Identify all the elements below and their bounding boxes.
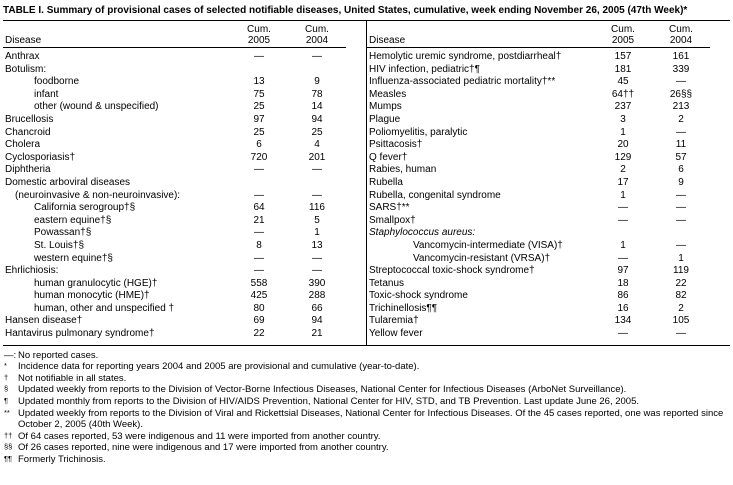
table-row [3,278,346,291]
cum-2004-value: — [676,214,686,226]
footnote-marker: —: [4,349,17,361]
table-row [367,290,710,303]
table-left-half [3,21,366,345]
cum-2005-value: 1 [620,239,626,251]
disease-name: Yellow fever [369,328,423,340]
cum-2004-value: 6 [678,164,684,176]
disease-name: SARS†** [369,202,410,214]
cum-2005-value: 16 [617,302,629,314]
footnote-marker: * [4,361,7,371]
cum-2004-value: 161 [672,51,690,62]
column-header-cum-2005 [230,24,288,46]
disease-name: Mumps [369,101,402,113]
cum-2004-value: 78 [311,88,323,100]
cum-2005-value: 720 [250,151,268,163]
disease-name: human, other and unspecified † [34,302,175,314]
table-row [3,114,346,127]
disease-name: Psittacosis† [369,139,423,151]
cum-2005-value: 8 [256,239,262,251]
cum-2004-value: 66 [311,302,323,314]
table-row [367,328,710,341]
footnote-text: Incidence data for reporting years 2004 and 2005 are provisional and cumulative (year-to-date). [18,361,420,373]
year-2004-label: 2004 [305,35,329,46]
cum-2005-value: 22 [253,328,265,340]
cum-2004-value: — [312,252,322,264]
cum-2004-value [652,227,710,240]
footnote [3,361,730,373]
disease-name: Chancroid [5,126,51,138]
cum-2005-value [230,177,288,190]
cum-2005-value: 45 [617,76,629,88]
disease-name: Hemolytic uremic syndrome, postdiarrheal† [369,51,562,62]
notifiable-diseases-table [3,20,730,346]
table-row [367,164,710,177]
cum-2005-value: 1 [620,189,626,201]
disease-name: Poliomyelitis, paralytic [369,126,468,138]
cum-2004-value: 390 [308,277,326,289]
cum-2004-value: — [312,51,322,62]
disease-name: Rabies, human [369,164,437,176]
cum-2004-value: 5 [314,214,320,226]
table-row [3,265,346,278]
disease-name: Diphtheria [5,164,51,176]
cum-2004-value: 2 [678,302,684,314]
table-row [367,227,710,240]
cum-2004-value: — [676,76,686,88]
cum-2004-value: 116 [309,202,325,214]
cum-2004-value: 119 [673,265,689,277]
cum-2005-value: 3 [620,113,626,125]
disease-name: Q fever† [369,151,408,163]
cum-2005-value: 18 [617,277,629,289]
table-row [3,101,346,114]
cum-2004-value: 9 [678,176,684,188]
cum-2004-value: 21 [311,328,323,340]
cum-2004-value: 94 [311,315,323,327]
disease-name: human monocytic (HME)† [34,290,150,302]
table-row [3,253,346,266]
cum-2005-value [594,227,652,240]
footnote-marker: §§ [4,442,13,452]
table-row [3,51,346,64]
cum-2005-value: 86 [617,290,629,302]
table-row [367,139,710,152]
table-row [3,328,346,341]
table-row [3,290,346,303]
cum-2004-value: 94 [311,113,323,125]
footnote-marker: ¶¶ [4,454,13,463]
cum-2004-value: 2 [678,113,684,125]
cum-2005-value: 129 [614,151,632,163]
cum-2004-value: — [676,202,686,214]
disease-name: Vancomycin-resistant (VRSA)† [413,252,551,264]
table-row [367,253,710,266]
cum-2005-value: 6 [256,139,262,151]
cum-2005-value: 134 [614,315,632,327]
footnote-marker: ¶ [4,396,9,406]
cum-2005-value: 75 [253,88,265,100]
footnote-text: Of 64 cases reported, 53 were indigenous and 11 were imported from another country. [18,430,381,442]
disease-name: Tetanus [369,277,405,289]
table-header-right [367,21,710,48]
cum-label: Cum. [305,24,329,35]
disease-name: infant [34,88,59,100]
table-row [367,114,710,127]
disease-name: Vancomycin-intermediate (VISA)† [413,239,563,251]
disease-name: Hantavirus pulmonary syndrome† [5,328,155,340]
cum-2004-value: 1 [314,227,320,239]
footnotes-section [3,346,730,466]
cum-2004-value: 213 [672,101,690,113]
cum-2004-value: 13 [311,239,323,251]
cum-2004-value [288,177,346,190]
footnote-text: Updated weekly from reports to the Division of Viral and Rickettsial Diseases, National Center for Infectious Diseases. Of the 45 cases reported, one was reported since October 2, 2005 (40th Week). [18,407,724,431]
cum-2004-value: — [312,189,322,201]
disease-name: Staphylococcus aureus: [369,227,476,239]
cum-2004-value: 105 [672,315,690,327]
table-row [367,278,710,291]
cum-label: Cum. [611,24,635,35]
footnote [3,373,730,385]
table-row [3,315,346,328]
disease-name: Anthrax [5,51,40,62]
cum-2004-value: 14 [311,101,323,113]
cum-2005-value [230,64,288,77]
footnote-text: Updated weekly from reports to the Division of Vector-Borne Infectious Diseases, National Center for Infectious Diseases (ArboNet Surveillance). [18,384,627,396]
disease-name: human granulocytic (HGE)† [34,277,158,289]
column-header-cum-2005 [594,24,652,46]
cum-2004-value: 288 [308,290,326,302]
table-row [367,127,710,140]
footnote-text: Of 26 cases reported, nine were indigenous and 17 were imported from another country. [18,442,389,454]
cum-2005-value: 237 [614,101,632,113]
cum-2004-value: — [312,265,322,277]
cum-2005-value: 21 [253,214,265,226]
cum-2004-value: 339 [672,63,690,75]
table-row [367,315,710,328]
footnote [3,454,730,466]
cum-2005-value: 64†† [611,88,635,100]
table-row [3,139,346,152]
disease-name: Plague [369,113,401,125]
table-body-right [367,48,710,345]
cum-2004-value: 9 [314,76,320,88]
cum-2005-value: 1 [620,126,626,138]
column-header-disease: Disease [369,35,406,46]
footnote [3,350,730,362]
cum-2004-value: 201 [308,151,326,163]
cum-label: Cum. [669,24,693,35]
cum-2005-value: — [254,164,264,176]
cum-2005-value: 97 [253,113,265,125]
disease-name: Streptococcal toxic-shock syndrome† [369,265,535,277]
footnote [3,431,730,443]
cum-2005-value: 69 [253,315,265,327]
table-row [3,64,346,77]
footnote-text: Formerly Trichinosis. [18,454,106,465]
table-row [367,101,710,114]
disease-name: Botulism: [5,63,47,75]
column-header-cum-2004 [652,24,710,46]
disease-name: Hansen disease† [5,315,83,327]
cum-2005-value: 20 [617,139,629,151]
disease-name: Cyclosporiasis† [5,151,76,163]
table-row [367,89,710,102]
disease-name: Smallpox† [369,214,416,226]
disease-name: Domestic arboviral diseases [5,176,131,188]
footnote [3,442,730,454]
cum-2005-value: — [254,252,264,264]
table-title: TABLE I. Summary of provisional cases of selected notifiable diseases, United States, cumulative, week ending November 26, 2005 (47th Week)* [3,5,688,16]
table-row [367,76,710,89]
footnote-marker: † [4,372,9,382]
table-row [367,240,710,253]
table-row [3,164,346,177]
disease-name: eastern equine†§ [34,214,112,226]
cum-2004-value: 4 [314,139,320,151]
table-header-left [3,21,346,48]
footnote [3,396,730,408]
cum-2005-value: — [618,202,628,214]
table-row [3,190,346,203]
disease-name: (neuroinvasive & non-neuroinvasive): [15,189,181,201]
cum-2004-value: — [676,189,686,201]
cum-2005-value: 2 [620,164,626,176]
table-row [367,51,710,64]
table-row [3,240,346,253]
table-row [367,190,710,203]
table-row [3,152,346,165]
table-row [367,202,710,215]
cum-2005-value: 64 [253,202,265,214]
cum-2004-value: 82 [675,290,687,302]
cum-2005-value: 17 [617,176,629,188]
footnote [3,408,730,431]
table-body-left [3,48,346,345]
disease-name: Ehrlichiosis: [5,265,59,277]
disease-name: California serogroup†§ [34,202,136,214]
cum-2004-value: 22 [675,277,687,289]
table-row [367,64,710,77]
table-row [3,89,346,102]
cum-2005-value: 80 [253,302,265,314]
cum-2004-value: 57 [675,151,687,163]
cum-2005-value: — [618,214,628,226]
cum-2005-value: — [254,189,264,201]
disease-name: Measles [369,88,407,100]
table-row [3,215,346,228]
table-row [3,202,346,215]
disease-name: other (wound & unspecified) [34,101,159,113]
footnote-text: No reported cases. [18,349,99,361]
disease-name: Brucellosis [5,113,54,125]
table-row [367,303,710,316]
cum-2005-value: 181 [614,63,632,75]
cum-2004-value: — [312,164,322,176]
disease-name: St. Louis†§ [34,239,85,251]
disease-name: foodborne [34,76,80,88]
column-header-disease: Disease [5,35,42,46]
disease-name: Powassan†§ [34,227,92,239]
table-row [367,152,710,165]
cum-label: Cum. [247,24,271,35]
column-header-cum-2004 [288,24,346,46]
cum-2004-value: — [676,328,686,340]
disease-name: Cholera [5,139,41,151]
disease-name: Rubella [369,176,403,188]
cum-2005-value: — [618,252,628,264]
cum-2005-value: — [254,227,264,239]
table-row [367,265,710,278]
year-2004-label: 2004 [669,35,693,46]
table-row [3,227,346,240]
cum-2004-value: — [676,239,686,251]
disease-name: western equine†§ [34,252,113,264]
cum-2005-value: 97 [617,265,629,277]
footnote-marker: § [4,384,9,394]
disease-name: Tularemia† [369,315,419,327]
cum-2004-value: — [676,126,686,138]
table-row [367,215,710,228]
table-row [367,177,710,190]
cum-2005-value: 25 [253,126,265,138]
cum-2005-value: 13 [253,76,265,88]
cum-2004-value: 1 [678,252,684,264]
table-row [3,127,346,140]
table-row [3,76,346,89]
cum-2005-value: — [254,265,264,277]
footnote [3,384,730,396]
disease-name: Influenza-associated pediatric mortality†** [369,76,556,88]
year-2005-label: 2005 [611,35,635,46]
cum-2005-value: 157 [614,51,632,62]
table-row [3,177,346,190]
cum-2005-value: 25 [253,101,265,113]
cum-2004-value: 11 [675,139,687,151]
cum-2005-value: — [618,328,628,340]
footnote-text: Updated monthly from reports to the Division of HIV/AIDS Prevention, National Center for HIV, STD, and TB Prevention. Last update June 26, 2005. [18,396,639,408]
footnote-marker: †† [4,430,13,440]
disease-name: Toxic-shock syndrome [369,290,468,302]
cum-2005-value: — [254,51,264,62]
disease-name: Rubella, congenital syndrome [369,189,501,201]
table-right-half [366,21,730,345]
cum-2004-value [288,64,346,77]
footnote-marker: ** [4,407,10,417]
cum-2005-value: 425 [250,290,268,302]
disease-name: HIV infection, pediatric†¶ [369,63,480,75]
table-row [3,303,346,316]
cum-2004-value: 25 [311,126,323,138]
disease-name: Trichinellosis¶¶ [369,302,438,314]
cum-2005-value: 558 [250,277,268,289]
cum-2004-value: 26§§ [669,88,693,100]
year-2005-label: 2005 [247,35,271,46]
footnote-text: Not notifiable in all states. [18,372,127,384]
